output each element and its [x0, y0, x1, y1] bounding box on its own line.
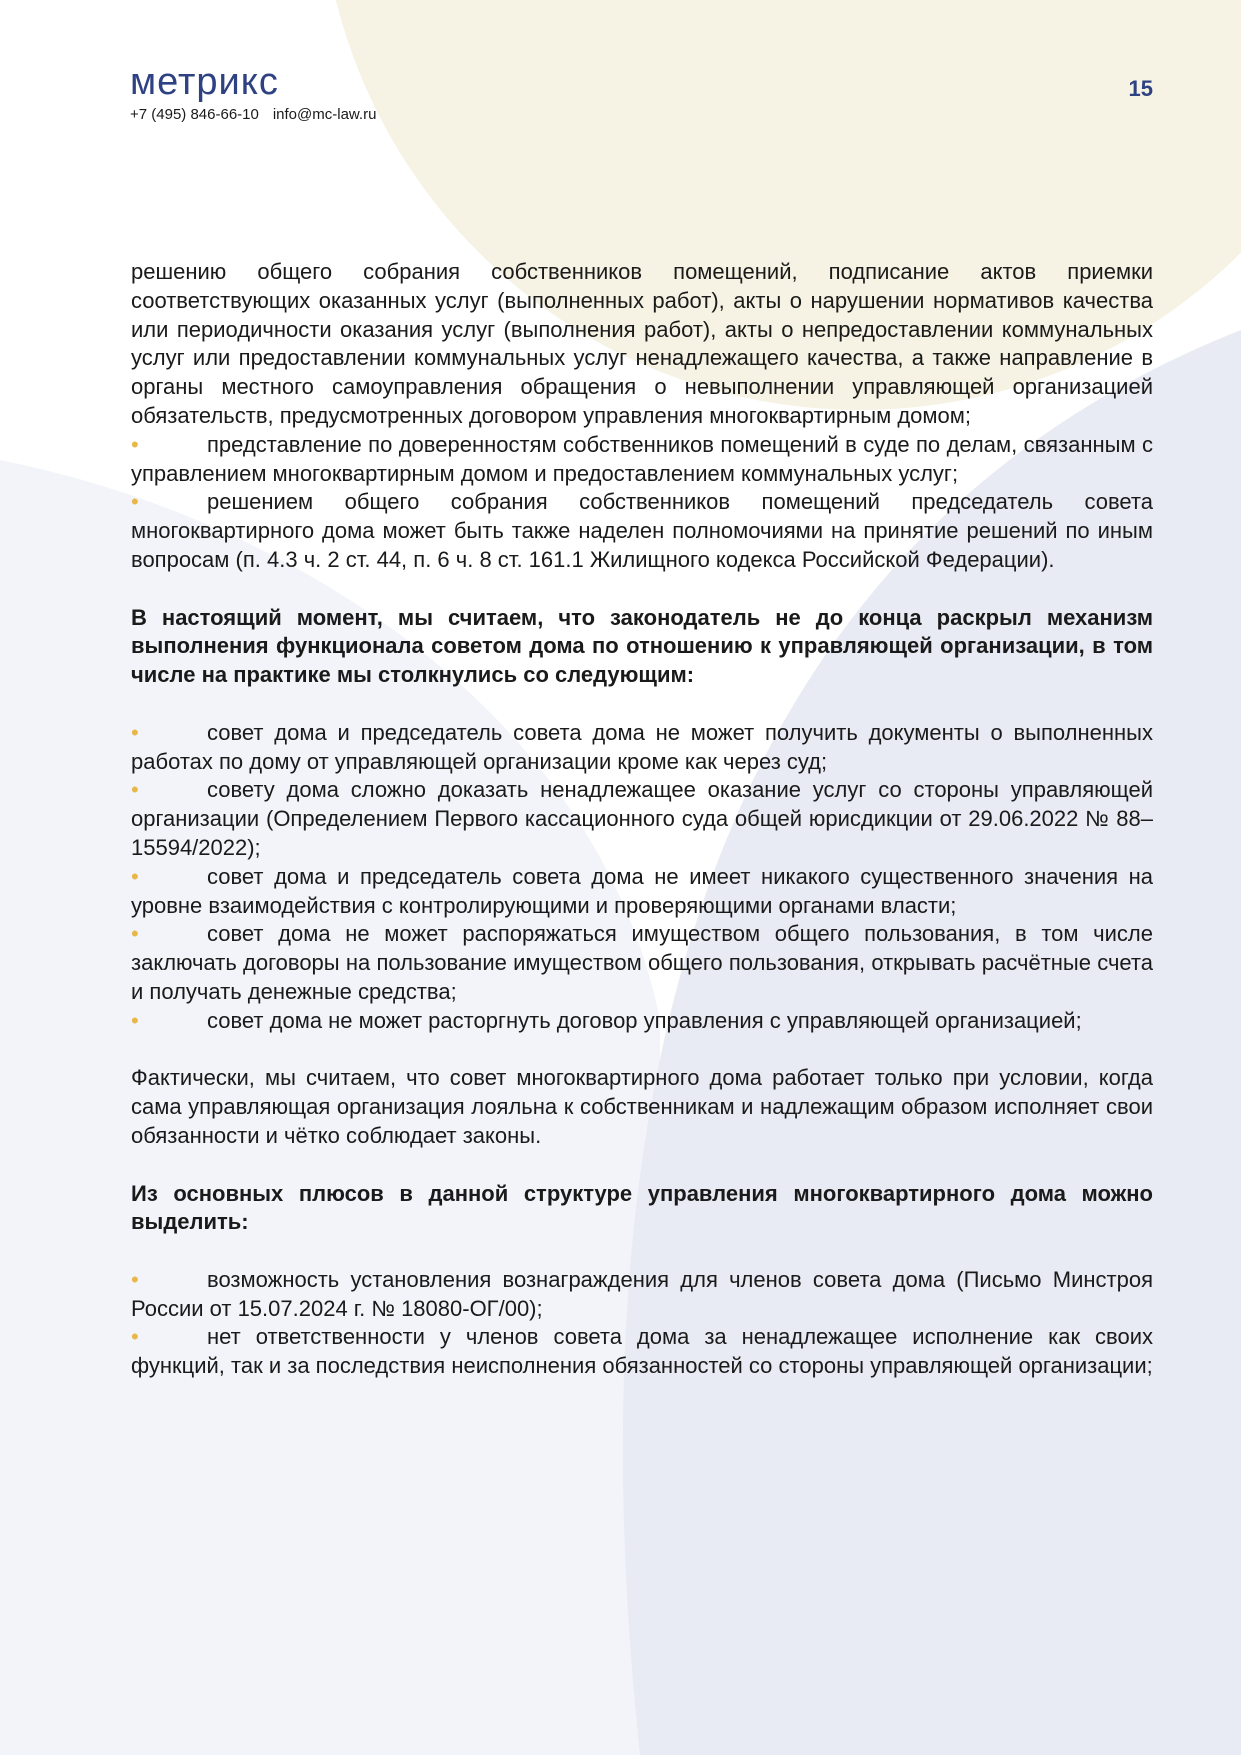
- list-item: [131, 863, 1153, 921]
- list-item-text: совет дома и председатель совета дома не может получить документы о выполненных работах по дому от управляющей организации кроме как через суд;: [131, 719, 1153, 774]
- list-item: [131, 776, 1153, 862]
- list-item-text: решением общего собрания собственников помещений председатель совета многоквартирного дома может быть также наделен полномочиями на принятие решений по иным вопросам (п. 4.3 ч. 2 ст. 44, п. 6 ч. 8 ст. 161.1 Жилищного кодекса Российской Федерации).: [131, 489, 1153, 572]
- bullet-icon: [131, 1266, 207, 1295]
- list-item: [131, 920, 1153, 1006]
- list-item: [131, 488, 1153, 574]
- email-link[interactable]: info@mc-law.ru: [272, 106, 377, 123]
- list-item-text: совет дома не может распоряжаться имуществом общего пользования, в том числе заключать договоры на пользование имуществом общего пользования, открывать расчётные счета и получать денежные средства;: [131, 921, 1153, 1004]
- list-item-text: совет дома не может расторгнуть договор управления с управляющей организацией;: [207, 1007, 1082, 1033]
- list-item-text: нет ответственности у членов совета дома за ненадлежащее исполнение как своих функций, так и за последствия неисполнения обязанностей со стороны управляющей организации;: [131, 1324, 1153, 1379]
- bullet-icon: [131, 776, 207, 805]
- list-item-text: представление по доверенностям собственников помещений в суде по делам, связанным с управлением многоквартирным домом и предоставлением коммунальных услуг;: [131, 431, 1153, 486]
- section-heading: Из основных плюсов в данной структуре управления многоквартирного дома можно выделить:: [131, 1180, 1153, 1235]
- intro-paragraph: решению общего собрания собственников помещений, подписание актов приемки соответствующих оказанных услуг (выполненных работ), акты о нарушении нормативов качества или периодичности оказания услуг (выполнения работ), акты о непредоставлении коммунальных услуг или предоставлении коммунальных услуг ненадлежащего качества, а также направление в органы местного самоуправления обращения о невыполнении управляющей организацией обязательств, предусмотренных договором управления многоквартирным домом;: [131, 259, 1153, 428]
- list-item: [131, 1323, 1153, 1381]
- phone-number[interactable]: +7 (495) 846-66-10: [130, 106, 259, 123]
- main-content: [131, 258, 1153, 1381]
- list-item: [131, 1007, 1153, 1036]
- bullet-icon: [131, 920, 207, 949]
- conclusion-paragraph: Фактически, мы считаем, что совет многоквартирного дома работает только при условии, когда сама управляющая организация лояльна к собственникам и надлежащим образом исполняет свои обязанности и чётко соблюдает законы.: [131, 1065, 1153, 1148]
- contact-info: [130, 106, 376, 123]
- company-logo: метрикс: [130, 61, 279, 103]
- list-item: [131, 719, 1153, 777]
- bullet-icon: [131, 1323, 207, 1352]
- list-item: [131, 431, 1153, 489]
- bullet-icon: [131, 431, 207, 460]
- page-number: 15: [1128, 76, 1153, 101]
- bullet-icon: [131, 863, 207, 892]
- page-header: [130, 60, 376, 123]
- list-item-text: возможность установления вознаграждения для членов совета дома (Письмо Минстроя России от 15.07.2024 г. № 18080-ОГ/00);: [131, 1266, 1153, 1321]
- list-item-text: совет дома и председатель совета дома не имеет никакого существенного значения на уровне взаимодействия с контролирующими и проверяющими органами власти;: [131, 863, 1153, 918]
- bullet-icon: [131, 719, 207, 748]
- list-item-text: совету дома сложно доказать ненадлежащее оказание услуг со стороны управляющей организации (Определением Первого кассационного суда общей юрисдикции от 29.06.2022 № 88–15594/2022);: [131, 777, 1153, 860]
- bullet-icon: [131, 488, 207, 517]
- list-item: [131, 1266, 1153, 1324]
- bullet-icon: [131, 1007, 207, 1036]
- section-heading: В настоящий момент, мы считаем, что законодатель не до конца раскрыл механизм выполнения функционала советом дома по отношению к управляющей организации, в том числе на практике мы столкнулись со следующим:: [131, 604, 1153, 688]
